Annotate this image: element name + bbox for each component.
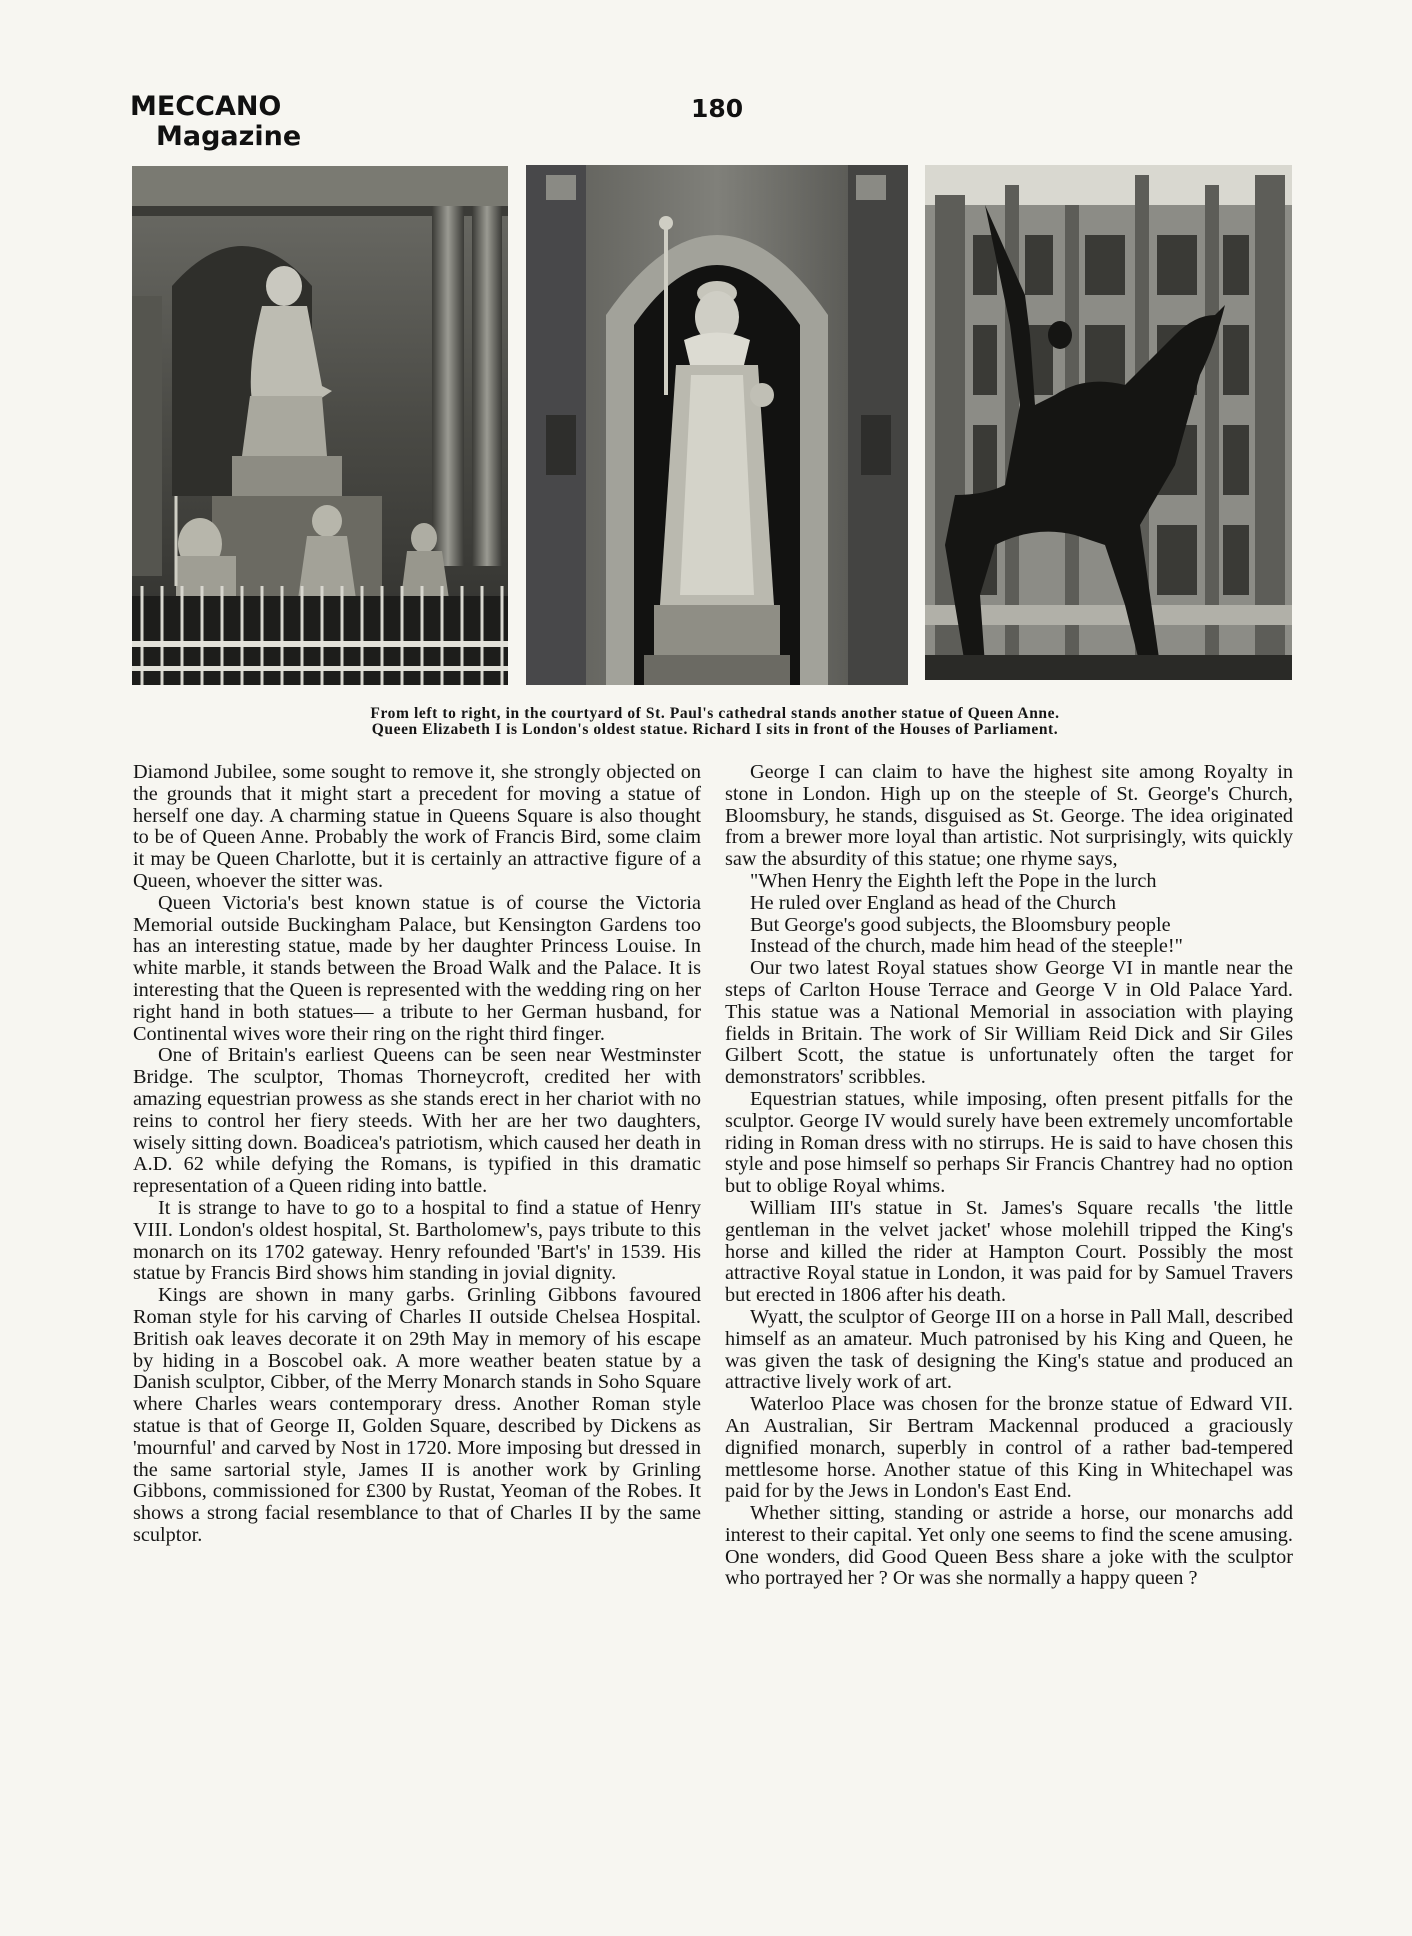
photo-queen-elizabeth-i: [526, 165, 908, 685]
paragraph: Kings are shown in many garbs. Grinling Gibbons favoured Roman style for his carving of Charles II outside Chelsea Hospital. British oak leaves decorate it on 29th May in memory of his escape by hiding in a Boscobel oak. A more weather beaten statue by a Danish sculptor, Cibber, of the Merry Monarch stands in Soho Square where Charles wears contemporary dress. Another Roman style statue is that of George II, Golden Square, described by Dickens as 'mournful' and carved by Nost in 1720. More imposing but dressed in the same sartorial style, James II is another work by Grinling Gibbons, commissioned for £300 by Rustat, Yeoman of the Robes. It shows a strong facial resemblance to that of Charles II by the same sculptor.: [133, 1284, 701, 1546]
paragraph: Equestrian statues, while imposing, often present pitfalls for the sculptor. George IV would surely have been extremely uncomfortable riding in Roman dress with no stirrups. He is said to have chosen this style and pose himself so perhaps Sir Francis Chantrey had no option but to oblige Royal whims.: [725, 1087, 1293, 1198]
article-left-column: [133, 762, 701, 1547]
verse-line: Instead of the church, made him head of the steeple!": [750, 935, 1183, 958]
verse-line: He ruled over England as head of the Church: [750, 891, 1117, 914]
paragraph: Our two latest Royal statues show George VI in mantle near the steps of Carlton House Terrace and George V in Old Palace Yard. This statue was a National Memorial in association with playing fields in Britain. The work of Sir William Reid Dick and Sir Giles Gilbert Scott, the statue is unfortunately often the target for demonstrators' scribbles.: [725, 957, 1293, 1089]
paragraph: George I can claim to have the highest site among Royalty in stone in London. High up on the steeple of St. George's Church, Bloomsbury, he stands, disguised as St. George. The idea originated from a brewer more loyal than artistic. Not surprisingly, wits quickly saw the absurdity of this statue; one rhyme says,: [725, 761, 1293, 871]
photo-queen-anne-st-pauls: [132, 166, 508, 685]
caption-line1: From left to right, in the courtyard of St. Paul's cathedral stands another statue of Queen Anne.: [370, 705, 1060, 722]
photo-caption: [150, 706, 1280, 738]
paragraph: William III's statue in St. James's Square recalls 'the little gentleman in the velvet jacket' whose molehill tripped the King's horse and killed the rider at Hampton Court. Possibly the most attractive Royal statue in London, it was paid for by Samuel Travers but erected in 1806 after his death.: [725, 1196, 1293, 1307]
magazine-masthead: [130, 92, 301, 152]
masthead-line2: Magazine: [156, 121, 302, 152]
verse-line: "When Henry the Eighth left the Pope in the lurch: [750, 869, 1157, 892]
photo-richard-i-statue: [925, 165, 1292, 680]
paragraph: Queen Victoria's best known statue is of course the Victoria Memorial outside Buckingham Palace, but Kensington Gardens too has an interesting statue, made by her daughter Princess Louise. In white marble, it stands between the Broad Walk and the Palace. It is interesting that the Queen is represented with the wedding ring on her right hand in both statues— a tribute to her German husband, for Continental wives wore their ring on the right third finger.: [133, 891, 701, 1045]
paragraph: One of Britain's earliest Queens can be seen near Westminster Bridge. The sculptor, Thomas Thorneycroft, credited her with amazing equestrian prowess as she stands erect in her chariot with no reins to control her fiery steeds. With her are her two daughters, wisely sitting down. Boadicea's patriotism, which caused her death in A.D. 62 while defying the Romans, is typified in this dramatic representation of a Queen riding into battle.: [133, 1044, 701, 1198]
masthead-line1: MECCANO: [130, 91, 282, 122]
verse-line: But George's good subjects, the Bloomsbury people: [750, 913, 1171, 936]
paragraph: It is strange to have to go to a hospital to find a statue of Henry VIII. London's oldest hospital, St. Bartholomew's, pays tribute to this monarch on its 1702 gateway. Henry refounded 'Bart's' in 1539. His statue by Francis Bird shows him standing in jovial dignity.: [133, 1196, 701, 1285]
caption-line2: Queen Elizabeth I is London's oldest statue. Richard I sits in front of the Houses of Parliament.: [371, 721, 1059, 738]
page-number: 180: [691, 94, 744, 123]
paragraph: Diamond Jubilee, some sought to remove it, she strongly objected on the grounds that it might start a precedent for moving a statue of herself one day. A charming statue in Queens Square is also thought to be of Queen Anne. Probably the work of Francis Bird, some claim it may be Queen Charlotte, but it is certainly an attractive figure of a Queen, whoever the sitter was.: [133, 761, 701, 892]
article-right-column: [725, 762, 1293, 1590]
paragraph: Whether sitting, standing or astride a horse, our monarchs add interest to their capital. Yet only one seems to find the scene amusing. One wonders, did Good Queen Bess share a joke with the sculptor who portrayed her ? Or was she normally a happy queen ?: [725, 1502, 1293, 1590]
paragraph: Waterloo Place was chosen for the bronze statue of Edward VII. An Australian, Sir Bertram Mackennal produced a graciously dignified monarch, superbly in control of a rather bad-tempered mettlesome horse. Another statue of this King in Whitechapel was paid for by the Jews in London's East End.: [725, 1393, 1293, 1503]
paragraph: Wyatt, the sculptor of George III on a horse in Pall Mall, described himself as an amateur. Much patronised by his King and Queen, he was given the task of designing the King's statue and produced an attractive lively work of art.: [725, 1305, 1293, 1394]
